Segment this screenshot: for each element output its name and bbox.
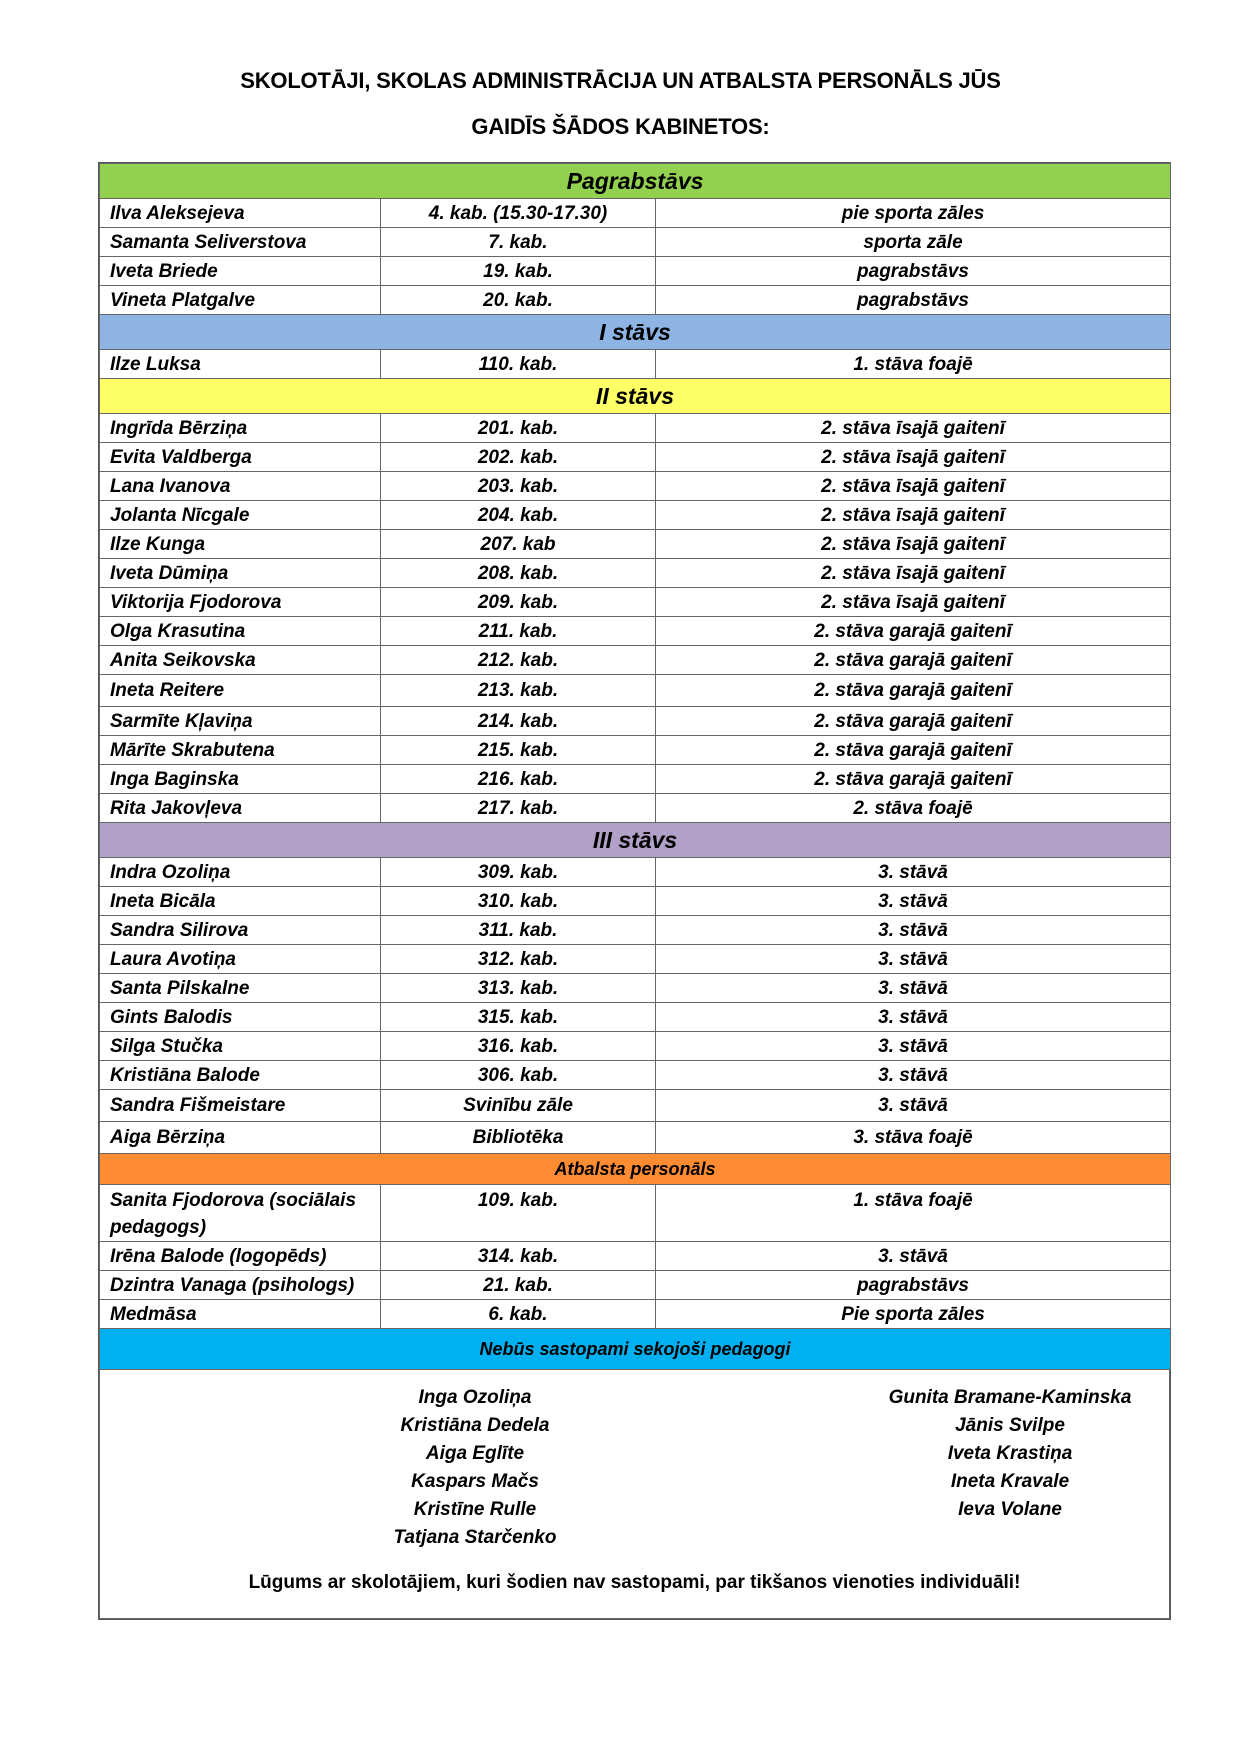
section-title: II stāvs	[100, 379, 1171, 414]
room-number: 212. kab.	[381, 646, 656, 675]
table-row	[100, 588, 1171, 617]
document-title	[0, 58, 1241, 150]
staff-name: Dzintra Vanaga (psihologs)	[100, 1271, 381, 1300]
table-row	[100, 646, 1171, 675]
room-number: 7. kab.	[381, 228, 656, 257]
room-number: 314. kab.	[381, 1242, 656, 1271]
section-title: Atbalsta personāls	[100, 1154, 1171, 1185]
room-location: 2. stāva īsajā gaitenī	[656, 559, 1171, 588]
section-title: I stāvs	[100, 315, 1171, 350]
staff-name: Ineta Reitere	[100, 675, 381, 707]
room-number: 6. kab.	[381, 1300, 656, 1329]
section-title: Pagrabstāvs	[100, 164, 1171, 199]
room-location: pagrabstāvs	[656, 286, 1171, 315]
staff-name: Viktorija Fjodorova	[100, 588, 381, 617]
room-location: 2. stāva īsajā gaitenī	[656, 588, 1171, 617]
table-row	[100, 916, 1171, 945]
staff-name: Silga Stučka	[100, 1032, 381, 1061]
table-row	[100, 530, 1171, 559]
room-location: 2. stāva īsajā gaitenī	[656, 414, 1171, 443]
room-location: 3. stāvā	[656, 1061, 1171, 1090]
staff-name: Sanita Fjodorova (sociālais pedagogs)	[100, 1185, 381, 1242]
section-header-stavs2	[100, 379, 1171, 414]
table-row	[100, 707, 1171, 736]
room-location: 3. stāvā	[656, 1003, 1171, 1032]
room-number: 21. kab.	[381, 1271, 656, 1300]
room-number: 213. kab.	[381, 675, 656, 707]
absent-teacher-name: Kaspars Mačs	[411, 1471, 539, 1492]
room-number: 217. kab.	[381, 794, 656, 823]
table-row	[100, 1300, 1171, 1329]
title-line-1: SKOLOTĀJI, SKOLAS ADMINISTRĀCIJA UN ATBALSTA PERSONĀLS JŪS	[240, 68, 1001, 93]
table-row	[100, 974, 1171, 1003]
room-number: 207. kab	[381, 530, 656, 559]
table-body	[100, 164, 1171, 1370]
table-row	[100, 1271, 1171, 1300]
staff-name: Mārīte Skrabutena	[100, 736, 381, 765]
absent-teacher-name: Jānis Svilpe	[955, 1415, 1065, 1436]
room-number: 215. kab.	[381, 736, 656, 765]
room-location: 1. stāva foajē	[656, 350, 1171, 379]
table-row	[100, 887, 1171, 916]
table-row	[100, 1122, 1171, 1154]
room-number: 20. kab.	[381, 286, 656, 315]
table-row	[100, 414, 1171, 443]
section-header-pagrabstavs	[100, 164, 1171, 199]
room-number: 306. kab.	[381, 1061, 656, 1090]
table-row	[100, 350, 1171, 379]
staff-name: Sandra Silirova	[100, 916, 381, 945]
room-number: 315. kab.	[381, 1003, 656, 1032]
room-location: 2. stāva garajā gaitenī	[656, 646, 1171, 675]
room-location: 3. stāvā	[656, 1090, 1171, 1122]
footer-note: Lūgums ar skolotājiem, kuri šodien nav sastopami, par tikšanos vienoties individuāli!	[248, 1572, 1021, 1593]
room-number: Bibliotēka	[381, 1122, 656, 1154]
staff-name: Inga Baginska	[100, 765, 381, 794]
section-header-stavs3	[100, 823, 1171, 858]
section-header-stavs1	[100, 315, 1171, 350]
room-number: 202. kab.	[381, 443, 656, 472]
staff-name: Santa Pilskalne	[100, 974, 381, 1003]
table-row	[100, 559, 1171, 588]
room-location: 3. stāvā	[656, 887, 1171, 916]
staff-name: Evita Valdberga	[100, 443, 381, 472]
staff-name: Laura Avotiņa	[100, 945, 381, 974]
room-location: 2. stāva garajā gaitenī	[656, 736, 1171, 765]
title-line-2: GAIDĪS ŠĀDOS KABINETOS:	[471, 114, 770, 139]
table-row	[100, 1185, 1171, 1242]
absent-teacher-name: Gunita Bramane-Kaminska	[888, 1387, 1132, 1408]
room-number: 209. kab.	[381, 588, 656, 617]
table-row	[100, 794, 1171, 823]
table-row	[100, 1242, 1171, 1271]
room-location: Pie sporta zāles	[656, 1300, 1171, 1329]
room-number: 214. kab.	[381, 707, 656, 736]
section-title: Nebūs sastopami sekojoši pedagogi	[100, 1329, 1171, 1370]
room-location: pagrabstāvs	[656, 257, 1171, 286]
room-location: 2. stāva īsajā gaitenī	[656, 443, 1171, 472]
room-location: sporta zāle	[656, 228, 1171, 257]
section-header-atbalsts	[100, 1154, 1171, 1185]
room-location: 3. stāvā	[656, 916, 1171, 945]
room-location: pagrabstāvs	[656, 1271, 1171, 1300]
room-location: 3. stāvā	[656, 974, 1171, 1003]
table-row	[100, 1003, 1171, 1032]
staff-name: Kristiāna Balode	[100, 1061, 381, 1090]
staff-name: Lana Ivanova	[100, 472, 381, 501]
room-location: 2. stāva foajē	[656, 794, 1171, 823]
room-location: 2. stāva īsajā gaitenī	[656, 530, 1171, 559]
room-number: 4. kab. (15.30-17.30)	[381, 199, 656, 228]
room-location: pie sporta zāles	[656, 199, 1171, 228]
room-number: 110. kab.	[381, 350, 656, 379]
room-number: 312. kab.	[381, 945, 656, 974]
room-number: 208. kab.	[381, 559, 656, 588]
staff-name: Samanta Seliverstova	[100, 228, 381, 257]
absent-teacher-name: Kristīne Rulle	[413, 1499, 537, 1520]
staff-name: Ingrīda Bērziņa	[100, 414, 381, 443]
room-number: 311. kab.	[381, 916, 656, 945]
staff-name: Medmāsa	[100, 1300, 381, 1329]
room-number: 310. kab.	[381, 887, 656, 916]
staff-name: Vineta Platgalve	[100, 286, 381, 315]
absent-teacher-name: Kristiāna Dedela	[400, 1415, 550, 1436]
absent-teacher-name: Ieva Volane	[958, 1499, 1062, 1520]
staff-name: Indra Ozoliņa	[100, 858, 381, 887]
table-row	[100, 617, 1171, 646]
table-row	[100, 1032, 1171, 1061]
room-location: 2. stāva īsajā gaitenī	[656, 472, 1171, 501]
room-number: 313. kab.	[381, 974, 656, 1003]
table-row	[100, 286, 1171, 315]
room-location: 1. stāva foajē	[656, 1185, 1171, 1242]
staff-name: Irēna Balode (logopēds)	[100, 1242, 381, 1271]
table-row	[100, 472, 1171, 501]
room-number: 216. kab.	[381, 765, 656, 794]
staff-name: Anita Seikovska	[100, 646, 381, 675]
staff-name: Aiga Bērziņa	[100, 1122, 381, 1154]
room-location: 2. stāva garajā gaitenī	[656, 707, 1171, 736]
room-schedule-table	[98, 162, 1171, 1620]
staff-name: Gints Balodis	[100, 1003, 381, 1032]
absent-teacher-name: Tatjana Starčenko	[393, 1527, 557, 1548]
room-number: 204. kab.	[381, 501, 656, 530]
staff-name: Ineta Bicāla	[100, 887, 381, 916]
table-row	[100, 675, 1171, 707]
room-number: 316. kab.	[381, 1032, 656, 1061]
room-location: 2. stāva īsajā gaitenī	[656, 501, 1171, 530]
absent-teacher-name: Ineta Kravale	[950, 1471, 1070, 1492]
room-location: 2. stāva garajā gaitenī	[656, 675, 1171, 707]
absent-list-right	[810, 1384, 1210, 1524]
room-location: 2. stāva garajā gaitenī	[656, 765, 1171, 794]
table-row	[100, 199, 1171, 228]
section-title: III stāvs	[100, 823, 1171, 858]
room-location: 3. stāvā	[656, 945, 1171, 974]
room-location: 3. stāvā	[656, 1032, 1171, 1061]
staff-name: Olga Krasutina	[100, 617, 381, 646]
staff-name: Rita Jakovļeva	[100, 794, 381, 823]
table-row	[100, 443, 1171, 472]
section-header-nebus	[100, 1329, 1171, 1370]
room-number: 203. kab.	[381, 472, 656, 501]
room-location: 2. stāva garajā gaitenī	[656, 617, 1171, 646]
room-number: 211. kab.	[381, 617, 656, 646]
room-location: 3. stāva foajē	[656, 1122, 1171, 1154]
table-row	[100, 257, 1171, 286]
room-location: 3. stāvā	[656, 858, 1171, 887]
table-row	[100, 228, 1171, 257]
staff-name: Sandra Fišmeistare	[100, 1090, 381, 1122]
table-row	[100, 1090, 1171, 1122]
room-number: 201. kab.	[381, 414, 656, 443]
room-number: Svinību zāle	[381, 1090, 656, 1122]
room-number: 109. kab.	[381, 1185, 656, 1242]
staff-name: Iveta Briede	[100, 257, 381, 286]
absent-teacher-name: Iveta Krastiņa	[947, 1443, 1073, 1464]
absent-teachers-box	[99, 1370, 1170, 1619]
staff-name: Ilze Kunga	[100, 530, 381, 559]
staff-name: Ilva Aleksejeva	[100, 199, 381, 228]
absent-list-left	[275, 1384, 675, 1552]
table-row	[100, 736, 1171, 765]
staff-name: Ilze Luksa	[100, 350, 381, 379]
table-row	[100, 858, 1171, 887]
staff-name: Jolanta Nīcgale	[100, 501, 381, 530]
table-row	[100, 1061, 1171, 1090]
staff-name: Sarmīte Kļaviņa	[100, 707, 381, 736]
absent-teacher-name: Aiga Eglīte	[425, 1443, 525, 1464]
room-location: 3. stāvā	[656, 1242, 1171, 1271]
table-row	[100, 501, 1171, 530]
staff-name: Iveta Dūmiņa	[100, 559, 381, 588]
absent-teacher-name: Inga Ozoliņa	[418, 1387, 532, 1408]
room-number: 19. kab.	[381, 257, 656, 286]
table-row	[100, 765, 1171, 794]
room-number: 309. kab.	[381, 858, 656, 887]
table-row	[100, 945, 1171, 974]
